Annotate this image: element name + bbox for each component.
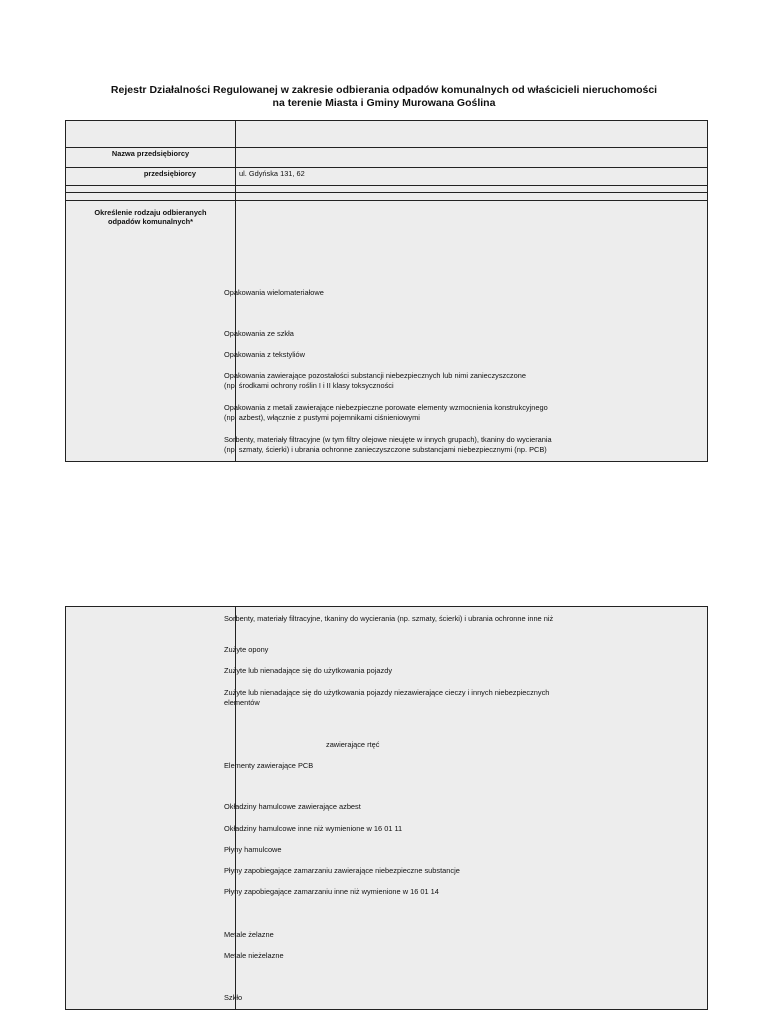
- waste-item: Szkło: [224, 993, 243, 1002]
- value-company-address: ul. Gdyńska 131, 62: [239, 169, 305, 178]
- label-waste-types-line-2: odpadów komunalnych*: [108, 217, 193, 226]
- label-company-name: Nazwa przedsiębiorcy: [111, 149, 190, 158]
- waste-item: Opakowania zawierające pozostałości substancji niebezpiecznych lub nimi zanieczyszczone (np. środkami ochrony roślin I i II klasy toksyczności: [224, 371, 526, 390]
- label-waste-types: [66, 208, 235, 226]
- waste-item: Metale żelazne: [224, 930, 274, 939]
- waste-item: Metale nieżelazne: [224, 951, 284, 960]
- waste-item: Płyny zapobiegające zamarzaniu zawierające niebezpieczne substancje: [224, 866, 460, 875]
- waste-item: Płyny hamulcowe: [224, 845, 282, 854]
- waste-item: Sorbenty, materiały filtracyjne, tkaniny do wycierania (np. szmaty, ścierki) i ubrania ochronne inne niż: [224, 614, 554, 623]
- row-divider: [66, 147, 707, 148]
- waste-item: Płyny zapobiegające zamarzaniu inne niż wymienione w 16 01 14: [224, 887, 439, 896]
- waste-item: Zużyte lub nienadające się do użytkowania pojazdy: [224, 666, 393, 675]
- row-divider: [66, 192, 707, 193]
- title-line-1: Rejestr Działalności Regulowanej w zakresie odbierania odpadów komunalnych od właścicieli nieruchomości: [110, 84, 658, 96]
- waste-item: zawierające rtęć: [326, 740, 380, 749]
- document-title: [66, 84, 702, 110]
- waste-item: Opakowania z tekstyliów: [224, 350, 305, 359]
- row-divider: [66, 167, 707, 168]
- waste-item: Sorbenty, materiały filtracyjne (w tym filtry olejowe nieujęte w innych grupach), tkaniny do wycierania (np. szmaty, ścierki) i ubrania ochronne zanieczyszczone substancjami niebezpiecznymi (np. PCB): [224, 435, 552, 454]
- row-divider: [66, 200, 707, 201]
- waste-item: Opakowania wielomateriałowe: [224, 288, 324, 297]
- label-company-address: przedsiębiorcy: [143, 169, 196, 178]
- row-divider: [66, 185, 707, 186]
- waste-item: Okładziny hamulcowe inne niż wymienione w 16 01 11: [224, 824, 403, 833]
- waste-item: Opakowania z metali zawierające niebezpieczne porowate elementy wzmocnienia konstrukcyjnego (np. azbest), włącznie z pustymi pojemnikami ciśnieniowymi: [224, 403, 548, 422]
- title-line-2: na terenie Miasta i Gminy Murowana Goślina: [272, 97, 496, 109]
- waste-item: Zużyte lub nienadające się do użytkowania pojazdy niezawierające cieczy i innych niebezpiecznych elementów: [224, 688, 550, 707]
- waste-item: Zużyte opony: [224, 645, 269, 654]
- waste-item: Okładziny hamulcowe zawierające azbest: [224, 802, 361, 811]
- waste-item: Opakowania ze szkła: [224, 329, 294, 338]
- label-waste-types-line-1: Określenie rodzaju odbieranych: [94, 208, 207, 217]
- waste-item: Elementy zawierające PCB: [224, 761, 314, 770]
